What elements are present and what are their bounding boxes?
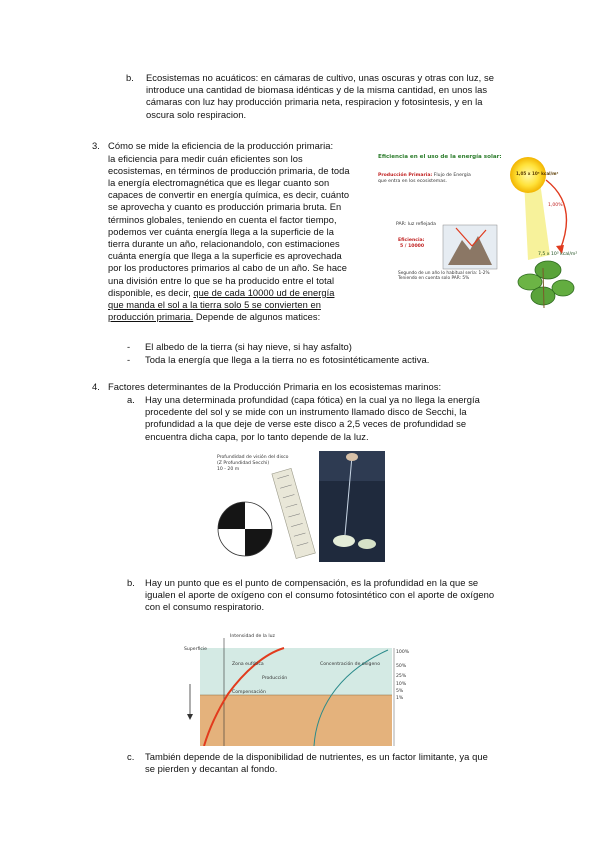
section-4-title: Factores determinantes de la Producción Primaria en los ecosistemas marinos: (108, 381, 442, 392)
text-line: podemos ver cuánta energía llega a la superficie de la (108, 226, 334, 237)
submerged-disc-icon (358, 539, 376, 549)
section-4-number: 4. (92, 381, 100, 392)
solar-efficiency-figure (378, 150, 578, 310)
bullet-item: El albedo de la tierra (si hay nieve, si hay asfalto) (145, 341, 352, 352)
text-line: encuentra dicha capa, por lo tanto depende de la luz. (145, 430, 369, 442)
curve-label: Concentración de oxígeno (320, 662, 381, 667)
sun-energy-label: 1,05 x 10⁶ kcal/m² (516, 171, 559, 176)
chart-side-label: Superficie (184, 647, 207, 652)
bullet-item: Toda la energía que llega a la tierra no es fotosintéticamente activa. (145, 353, 430, 365)
compensation-chart-svg (184, 634, 412, 746)
right-axis-label: 100% (396, 650, 410, 655)
secchi-caption: 10 - 20 m (217, 467, 240, 472)
right-axis-label: 50% (396, 664, 407, 669)
right-axis-label: 25% (396, 674, 407, 679)
par-label: PAR: luz reflejada (396, 222, 436, 227)
aphotic-zone-band (200, 695, 392, 746)
text-line: Hay una determinada profundidad (capa fótica) en la cual ya no llega la energía (145, 394, 480, 405)
bullet-marker: - (127, 353, 131, 365)
text-line: También depende de la disponibilidad de nutrientes, es un factor limitante, ya que (145, 751, 488, 762)
zone-label: Producción (262, 676, 288, 681)
right-axis-label: 5% (396, 689, 404, 694)
percent-label: 1,00% (548, 203, 563, 208)
item-c-marker: c. (127, 751, 135, 762)
text-line (108, 311, 350, 323)
underlined-text: que manda el sol a la tierra solo 5 se convierten en (108, 299, 321, 310)
item-c-text (145, 751, 488, 775)
text-line: la eficiencia para medir cuán eficientes son los (108, 153, 303, 164)
text-line: una división entre lo que se ha producido entre el total (108, 275, 335, 286)
text-segment: disponible, es decir, (108, 287, 194, 298)
section-3-body (108, 153, 350, 324)
figure-subtitle-line2: que entra en los ecosistemas. (378, 179, 447, 184)
text-segment: Depende de algunos matices: (193, 312, 321, 323)
item-a-text (145, 394, 480, 443)
item-b-text (145, 577, 494, 614)
text-line: cuánta energía que llega a la superficie es aprovechada (108, 251, 342, 262)
text-line: Ecosistemas no acuáticos: en cámaras de cultivo, unas oscuras y otras con luz, se (146, 72, 494, 83)
right-axis-label: 1% (396, 696, 404, 701)
section-3-number: 3. (92, 140, 100, 151)
plant-energy-label: 7,5 x 10³ kcal/m² (538, 252, 578, 257)
underlined-text: producción primaria. (108, 312, 194, 323)
efficiency-value: 5 / 10000 (400, 244, 425, 249)
text-line: tierra durante un año, relacionandolo, con estimaciones (108, 238, 340, 249)
figure-note: Segundo de un año lo habitual sería: 1-2% (398, 271, 490, 276)
item-b-marker: b. (127, 577, 135, 588)
text-line: por los productores primarios al cabo de un año. Se hace (108, 263, 347, 274)
figure-note: Teniendo en cuenta solo PAR: 5% (398, 276, 470, 281)
secchi-caption: (Z Profundidad Secchi) (217, 461, 270, 466)
submerged-disc-icon (333, 535, 355, 547)
hand-icon (346, 453, 358, 461)
text-line (108, 287, 350, 299)
section-3-title: Cómo se mide la eficiencia de la producción primaria: (108, 140, 334, 151)
chart-top-label: Intensidad de la luz (230, 634, 275, 639)
text-line: con el consumo respiratorio. (145, 601, 265, 613)
underlined-text: que de cada 10000 ud de energía (193, 287, 335, 298)
section-b1-marker: b. (126, 72, 134, 83)
efficiency-label: Eficiencia: (398, 238, 425, 243)
photic-zone-band (200, 648, 392, 695)
text-line: se pierden y decantan al fondo. (145, 763, 278, 775)
figure-subtitle-rest: Flujo de Energía (433, 173, 471, 178)
text-line: introduce una cantidad de biomasa idénticas y de la misma cantidad, en unos las (146, 84, 488, 96)
text-line: ecosistemas, en términos de producción primaria, de toda (108, 165, 350, 176)
bullet-marker: - (127, 341, 131, 352)
text-line (108, 299, 350, 311)
compensation-point-chart (184, 634, 412, 746)
depth-arrow-head-icon (187, 714, 193, 720)
figure-subtitle (378, 173, 471, 179)
right-axis-label: 10% (396, 682, 407, 687)
zone-label: Zona eufótica (232, 662, 264, 667)
section-b1-text (146, 72, 494, 121)
zone-label: Compensación (232, 690, 266, 695)
text-line: la energía electromagnética que es llegar cuanto son (108, 177, 330, 188)
figure-title: Eficiencia en el uso de la energía solar: (378, 154, 502, 160)
text-line: procedente del sol y se mide con un instrumento llamado disco de Secchi, la (145, 406, 467, 418)
text-line: oscura solo respiracion. (146, 108, 247, 120)
text-line: cámaras con luz hay producción primaria neta, respiracion y fotosintesis, y en la (146, 96, 483, 108)
secchi-caption: Profundidad de visión del disco (217, 455, 289, 460)
figure-subtitle-bold: Producción Primaria: (378, 173, 433, 178)
energy-arrow-icon (546, 180, 566, 250)
item-a-marker: a. (127, 394, 135, 405)
text-line: capaces de convertir en energía química, es decir, cuánto (108, 190, 350, 201)
text-line: profundidad a la que deje de verse este disco a 2,5 veces de profundidad se (145, 418, 467, 430)
secchi-illustration (217, 451, 385, 562)
leaf-icon (531, 287, 555, 305)
text-line: se aprovecha y cuanto es producción primaria bruta. En (108, 202, 342, 213)
leaf-icon (552, 280, 574, 296)
text-line: Hay un punto que es el punto de compensación, es la profundidad en la que se (145, 577, 479, 588)
text-line: igualen el aporte de oxígeno con el consumo fotosintético con el aporte de oxígeno (145, 589, 495, 601)
secchi-disc-photo (217, 451, 385, 562)
text-line: términos globales, teniendo en cuenta el factor tiempo, (108, 214, 337, 225)
secchi-disc-icon (218, 502, 272, 556)
